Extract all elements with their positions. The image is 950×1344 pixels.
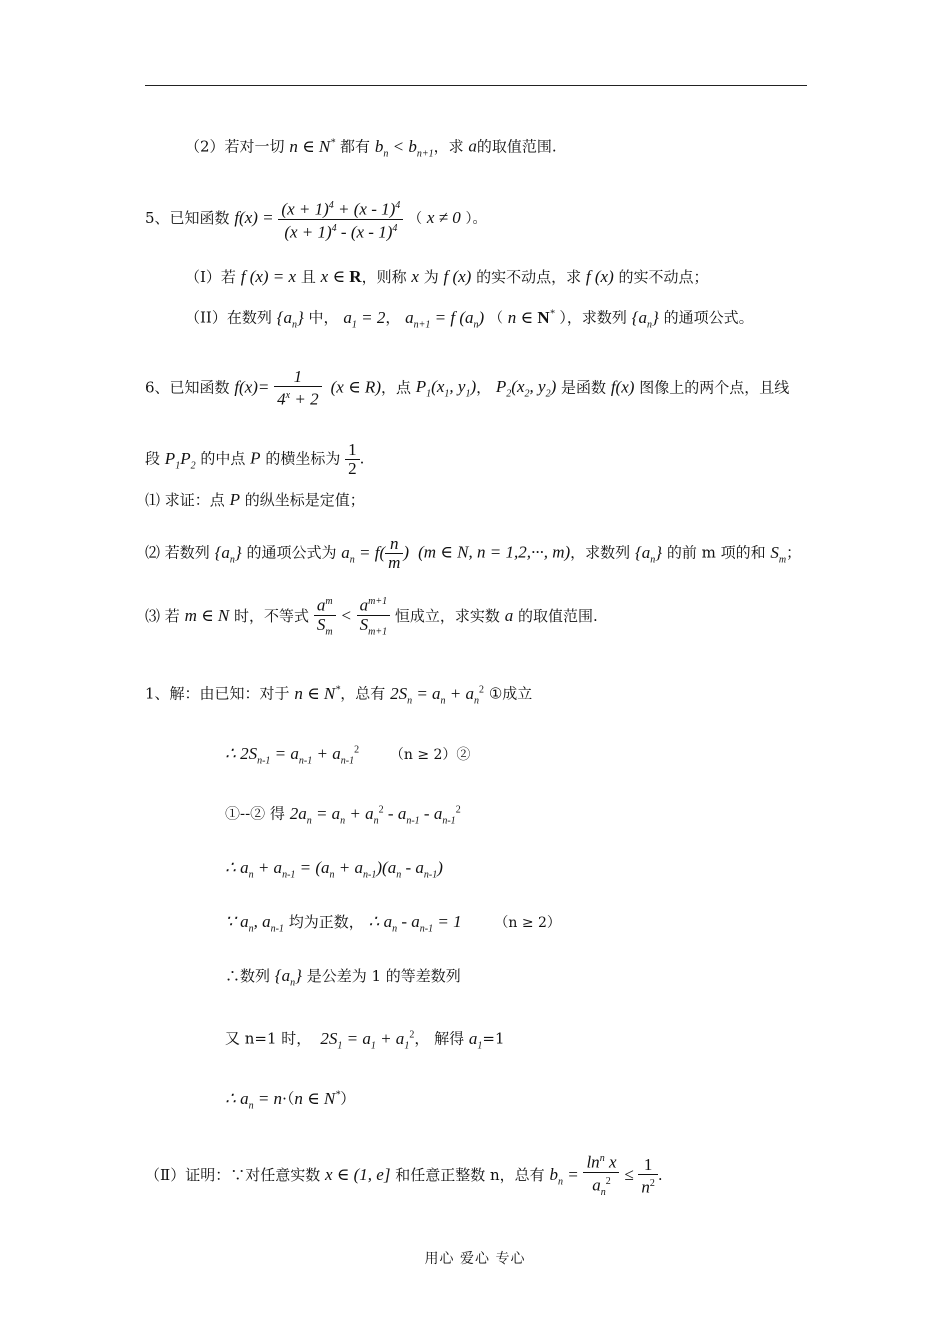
problem-4-part-2: （2）若对一切 n ∈ N* 都有 $b_n < b_{n+1}$，求 a的取值范围.	[185, 136, 557, 160]
page-footer: 用心 爱心 专心	[424, 1251, 526, 1267]
problem-5-part-1: （Ⅰ）若 f (x) = x 且 x ∈ R，则称 x 为 f (x) 的实不动点，求 f (x) 的实不动点；	[185, 267, 709, 286]
problem-6-cont: 段 $P_1P_2$ 的中点 P 的横坐标为 $\frac{1}{2}$ .	[145, 440, 365, 478]
function-fraction: $\frac{(x + 1)^4 + (x - 1)^4}{(x + 1)^4 - (x - 1)^4}$	[278, 197, 403, 241]
problem-5: 5、已知函数 f(x) = $\frac{(x + 1)^4 + (x - 1)^4}{(x + 1)^4 - (x - 1)^4}$ （ x ≠ 0 ）。	[145, 197, 487, 241]
problem-6-part-1: ⑴ 求证：点 P 的纵坐标是定值；	[145, 490, 365, 509]
problem-6: 6、已知函数 f(x)= $\frac{1}{4^x + 2}$ (x ∈ R)，点 $P_1(x_1$, $y_1$)， $P_2(x_2$, $y_2$) 是函数 f(x) 图像上的两个点，且线	[145, 367, 790, 409]
solution-step-8: ∴ $a_n = n\cdot(n$ ∈ N*）	[225, 1088, 356, 1112]
problem-6-part-2: ⑵ 若数列 $\{a_n\}$ 的通项公式为 $a_n = f$( $\frac{n}{m}$ ) (m ∈ N, n = 1,2,···, m)，求数列 $\{a_n\}$ 的前 m 项的和 $S_m$；	[145, 534, 802, 572]
problem-5-part-2: （II）在数列 $\{a_n\}$ 中， $a_1 = 2$， $a_{n+1} = f$ $(a_n)$ （ n ∈ N* ），求数列 $\{a_n\}$ 的通项公式。	[185, 307, 754, 331]
solution-step-5: ∵ $a_n$, $a_{n-1}$ 均为正数， ∴ $a_n - a_{n-1} = 1$ （n ≥ 2）	[225, 912, 561, 935]
problem-6-part-3: ⑶ 若 m ∈ N 时，不等式 $\frac{a^m}{S_m}$ < $\frac{a^{m+1}}{S_{m+1}}$ 恒成立，求实数 a 的取值范围.	[145, 593, 598, 641]
solution-part-2: （Ⅱ）证明：∵对任意实数 x ∈ (1, e] 和任意正整数 n，总有 $b_n$ = $\frac{\ln^n x}{a_n^2}$ ≤ $\frac{1}{n^2}$ .	[145, 1150, 663, 1202]
solution-step-6: ∴数列 $\{a_n\}$ 是公差为 1 的等差数列	[225, 966, 461, 989]
solution-step-2: ∴ $2S_{n-1} = a_{n-1} + a_{n-1}^2$ （n ≥ 2）②	[225, 743, 471, 767]
header-rule	[145, 85, 807, 86]
solution-step-3: ①--② 得 $2a_n = a_n + a_n^2 - a_{n-1} - a_{n-1}^2$	[225, 803, 461, 827]
solution-1-intro: 1、解：由已知：对于 n ∈ N*，总有 $2S_n = a_n + a_n^2$ ①成立	[145, 683, 533, 707]
solution-step-7: 又 n=1 时， $2S_1 = a_1 + a_1^2$， 解得 $a_1=1$	[225, 1028, 505, 1052]
solution-step-4: ∴ $a_n + a_{n-1} = (a_n + a_{n-1})(a_n - a_{n-1})$	[225, 858, 443, 881]
